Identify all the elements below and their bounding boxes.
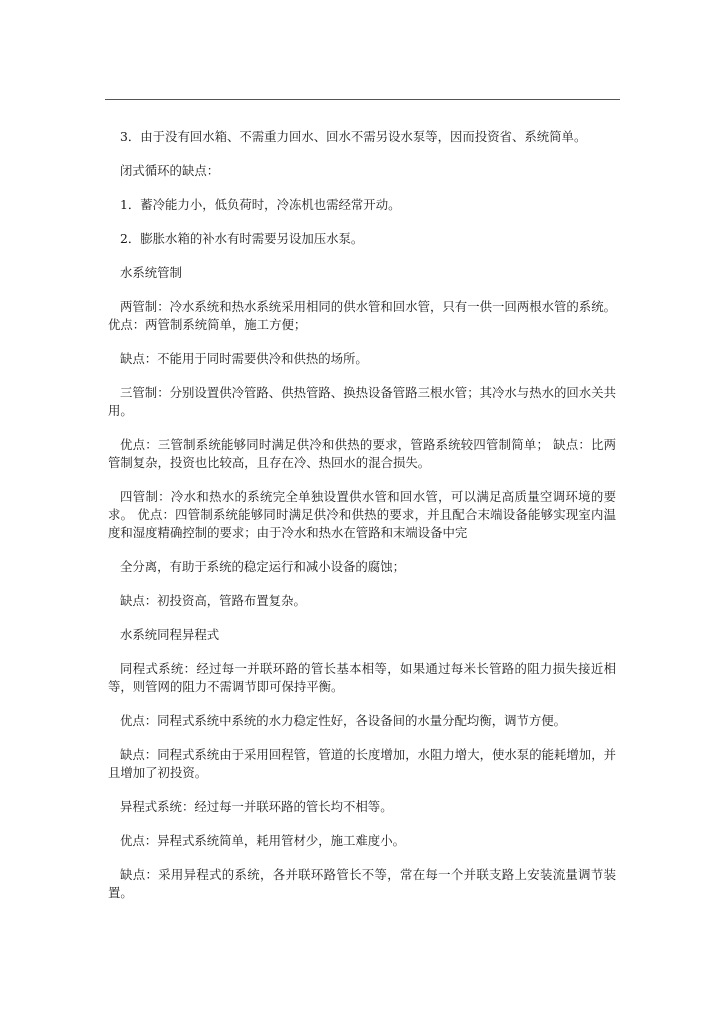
section-heading-return-types: 水系统同程异程式 [120, 627, 220, 642]
document-body [108, 128, 616, 902]
paragraph-drawback-2: 2．膨胀水箱的补水有时需要另设加压水泵。 [120, 231, 364, 246]
paragraph-three-pipe: 三管制：分别设置供冷管路、供热管路、换热设备管路三根水管；其冷水与热水的回水关共用。 [108, 385, 616, 418]
paragraph-three-pipe-pros-cons: 优点：三管制系统能够同时满足供冷和供热的要求，管路系统较四管制简单； 缺点：比两管制复杂，投资也比较高，且存在冷、热回水的混合损失。 [108, 437, 616, 470]
paragraph-direct-return: 同程式系统：经过每一并联环路的管长基本相等，如果通过每米长管路的阻力损失接近相等，则管网的阻力不需调节即可保持平衡。 [108, 661, 616, 694]
paragraph-direct-return-pros: 优点：同程式系统中系统的水力稳定性好，各设备间的水量分配均衡，调节方便。 [120, 713, 567, 728]
paragraph-four-pipe-cons: 缺点：初投资高，管路布置复杂。 [120, 593, 306, 608]
paragraph-two-pipe: 两管制：冷水系统和热水系统采用相同的供水管和回水管，只有一供一回两根水管的系统。 优点：两管制系统简单，施工方便； [108, 299, 616, 332]
paragraph-four-pipe: 四管制：冷水和热水的系统完全单独设置供水管和回水管，可以满足高质量空调环境的要求。 优点：四管制系统能够同时满足供冷和供热的要求，并且配合末端设备能够实现室内温度和湿度精确控制的要求；由于冷水和热水在管路和末端设备中完 [108, 489, 616, 540]
paragraph-reverse-return-cons: 缺点：采用异程式的系统，各并联环路管长不等，常在每一个并联支路上安装流量调节装置。 [108, 867, 616, 900]
paragraph-closed-loop-drawbacks: 闭式循环的缺点： [120, 163, 220, 178]
paragraph-reverse-return: 异程式系统：经过每一并联环路的管长均不相等。 [120, 799, 393, 814]
paragraph-reverse-return-pros: 优点：异程式系统简单，耗用管材少，施工难度小。 [120, 833, 405, 848]
paragraph-point-3: 3．由于没有回水箱、不需重力回水、回水不需另设水泵等，因而投资省、系统简单。 [120, 129, 587, 144]
header-divider [105, 99, 620, 100]
section-heading-pipe-systems: 水系统管制 [120, 265, 182, 280]
paragraph-four-pipe-cont: 全分离，有助于系统的稳定运行和减小设备的腐蚀； [120, 559, 405, 574]
paragraph-direct-return-cons: 缺点：同程式系统由于采用回程管，管道的长度增加，水阻力增大，使水泵的能耗增加，并且增加了初投资。 [108, 747, 616, 780]
paragraph-drawback-1: 1．蓄冷能力小，低负荷时，冷冻机也需经常开动。 [120, 197, 401, 212]
paragraph-two-pipe-cons: 缺点：不能用于同时需要供冷和供热的场所。 [120, 351, 368, 366]
